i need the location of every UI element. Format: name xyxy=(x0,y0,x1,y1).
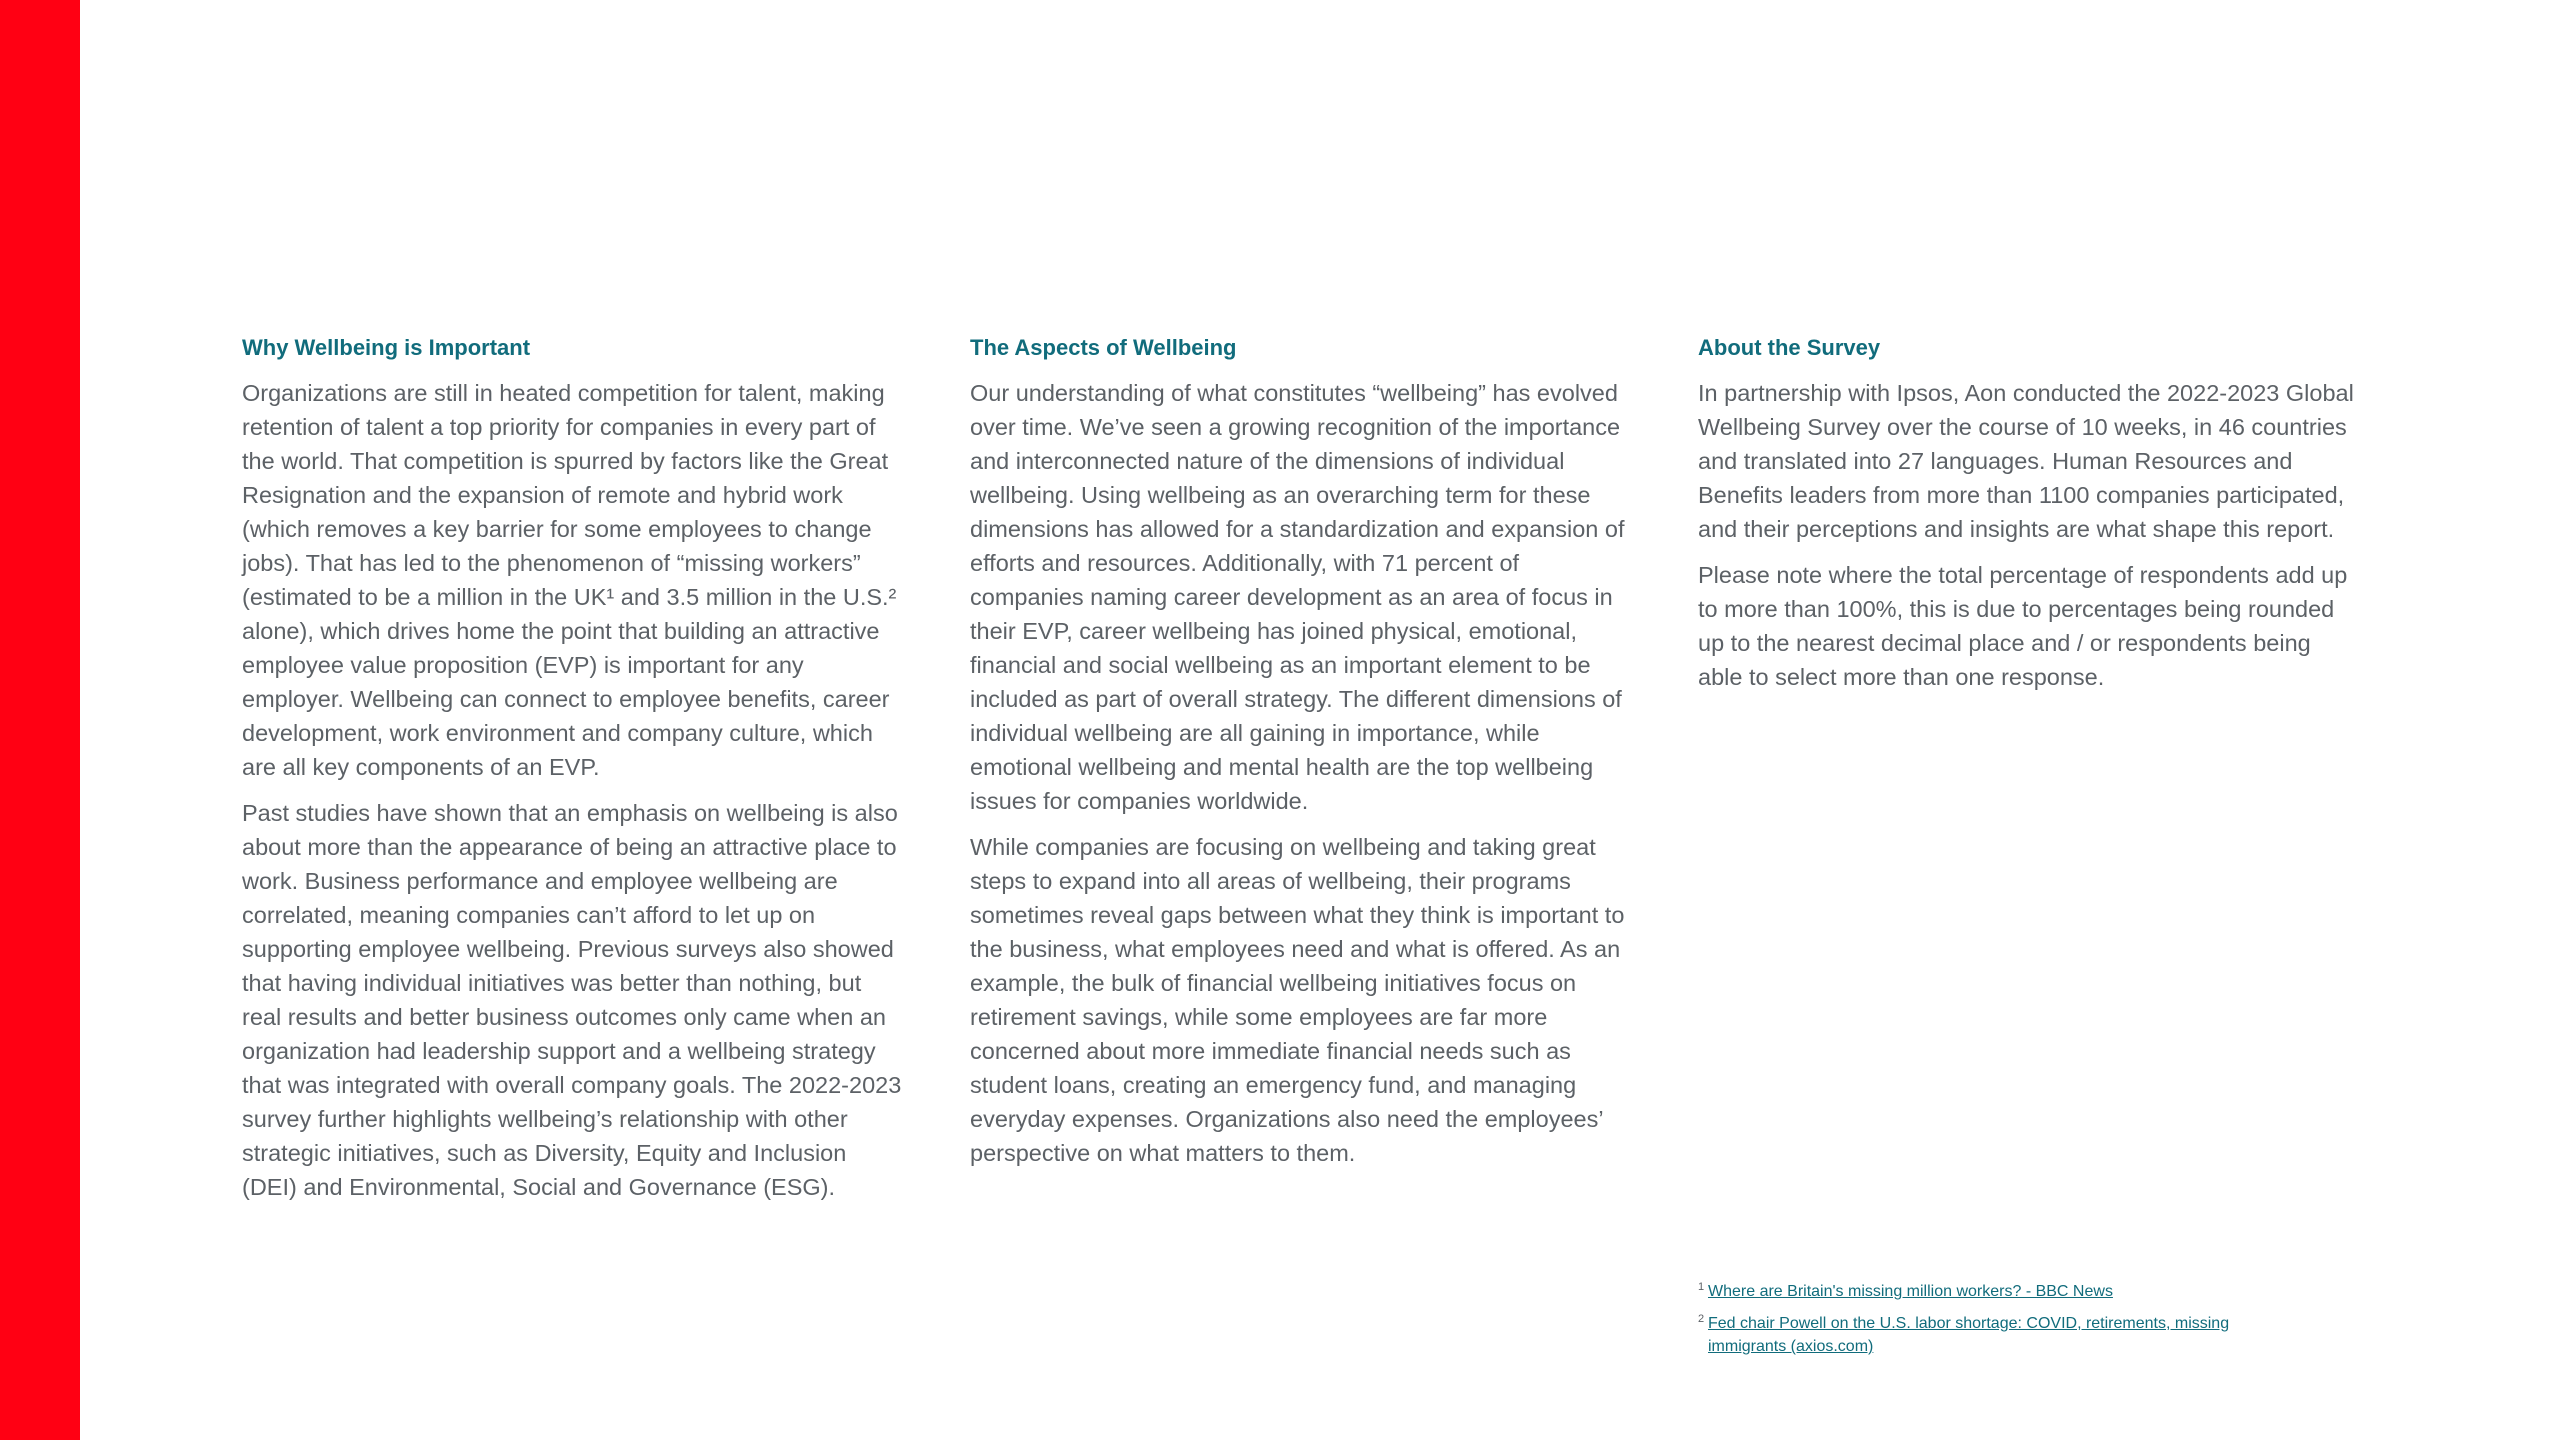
section-heading: About the Survey xyxy=(1698,335,1881,360)
paragraph: Please note where the total percentage of respondents add up to more than 100%, this is due to percentages being rounded up to the nearest decimal place and / or respondents being able to select more than one response. xyxy=(1698,562,2348,690)
section-heading: Why Wellbeing is Important xyxy=(242,335,531,360)
column-why-wellbeing xyxy=(242,334,902,1216)
paragraph: While companies are focusing on wellbeing and taking great steps to expand into all areas of wellbeing, their programs sometimes reveal gaps between what they think is important to the business, what employees need and what is offered. As an example, the bulk of financial wellbeing initiatives focus on retirement savings, while some employees are far more concerned about more immediate financial needs such as student loans, creating an emergency fund, and managing everyday expenses. Organizations also need the employees’ perspective on what matters to them. xyxy=(970,834,1625,1166)
column-aspects-of-wellbeing xyxy=(970,334,1630,1182)
footnote-link-axios[interactable]: Fed chair Powell on the U.S. labor shortage: COVID, retirements, missing immigrants (axios.com) xyxy=(1708,1315,2230,1355)
footnote xyxy=(1698,1280,2298,1303)
paragraph: Our understanding of what constitutes “wellbeing” has evolved over time. We’ve seen a growing recognition of the importance and interconnected nature of the dimensions of individual wellbeing. Using wellbeing as an overarching term for these dimensions has allowed for a standardization and expansion of efforts and resources. Additionally, with 71 percent of companies naming career development as an area of focus in their EVP, career wellbeing has joined physical, emotional, financial and social wellbeing as an important element to be included as part of overall strategy. The different dimensions of individual wellbeing are all gaining in importance, while emotional wellbeing and mental health are the top wellbeing issues for companies worldwide. xyxy=(970,380,1625,814)
footnote-number: 2 xyxy=(1698,1313,1705,1325)
footnote-number: 1 xyxy=(1698,1281,1705,1293)
paragraph: In partnership with Ipsos, Aon conducted the 2022-2023 Global Wellbeing Survey over the course of 10 weeks, in 46 countries and translated into 27 languages. Human Resources and Benefits leaders from more than 1100 companies participated, and their perceptions and insights are what shape this report. xyxy=(1698,380,2354,542)
section-heading: The Aspects of Wellbeing xyxy=(970,335,1237,360)
paragraph: Past studies have shown that an emphasis on wellbeing is also about more than the appearance of being an attractive place to work. Business performance and employee wellbeing are correlated, meaning companies can’t afford to let up on supporting employee wellbeing. Previous surveys also showed that having individual initiatives was better than nothing, but real results and better business outcomes only came when an organization had leadership support and a wellbeing strategy that was integrated with overall company goals. The 2022-2023 survey further highlights wellbeing’s relationship with other strategic initiatives, such as Diversity, Equity and Inclusion (DEI) and Environmental, Social and Governance (ESG). xyxy=(242,800,902,1200)
footnotes xyxy=(1698,1280,2298,1367)
footnote-link-bbc[interactable]: Where are Britain's missing million workers? - BBC News xyxy=(1708,1283,2113,1300)
accent-side-bar xyxy=(0,0,80,1440)
paragraph: Organizations are still in heated competition for talent, making retention of talent a top priority for companies in every part of the world. That competition is spurred by factors like the Great Resignation and the expansion of remote and hybrid work (which removes a key barrier for some employees to change jobs). That has led to the phenomenon of “missing workers” (estimated to be a million in the UK¹ and 3.5 million in the U.S.² alone), which drives home the point that building an attractive employee value proposition (EVP) is important for any employer. Wellbeing can connect to employee benefits, career development, work environment and company culture, which are all key components of an EVP. xyxy=(242,380,897,780)
footnote xyxy=(1698,1312,2298,1358)
column-about-survey xyxy=(1698,334,2358,706)
